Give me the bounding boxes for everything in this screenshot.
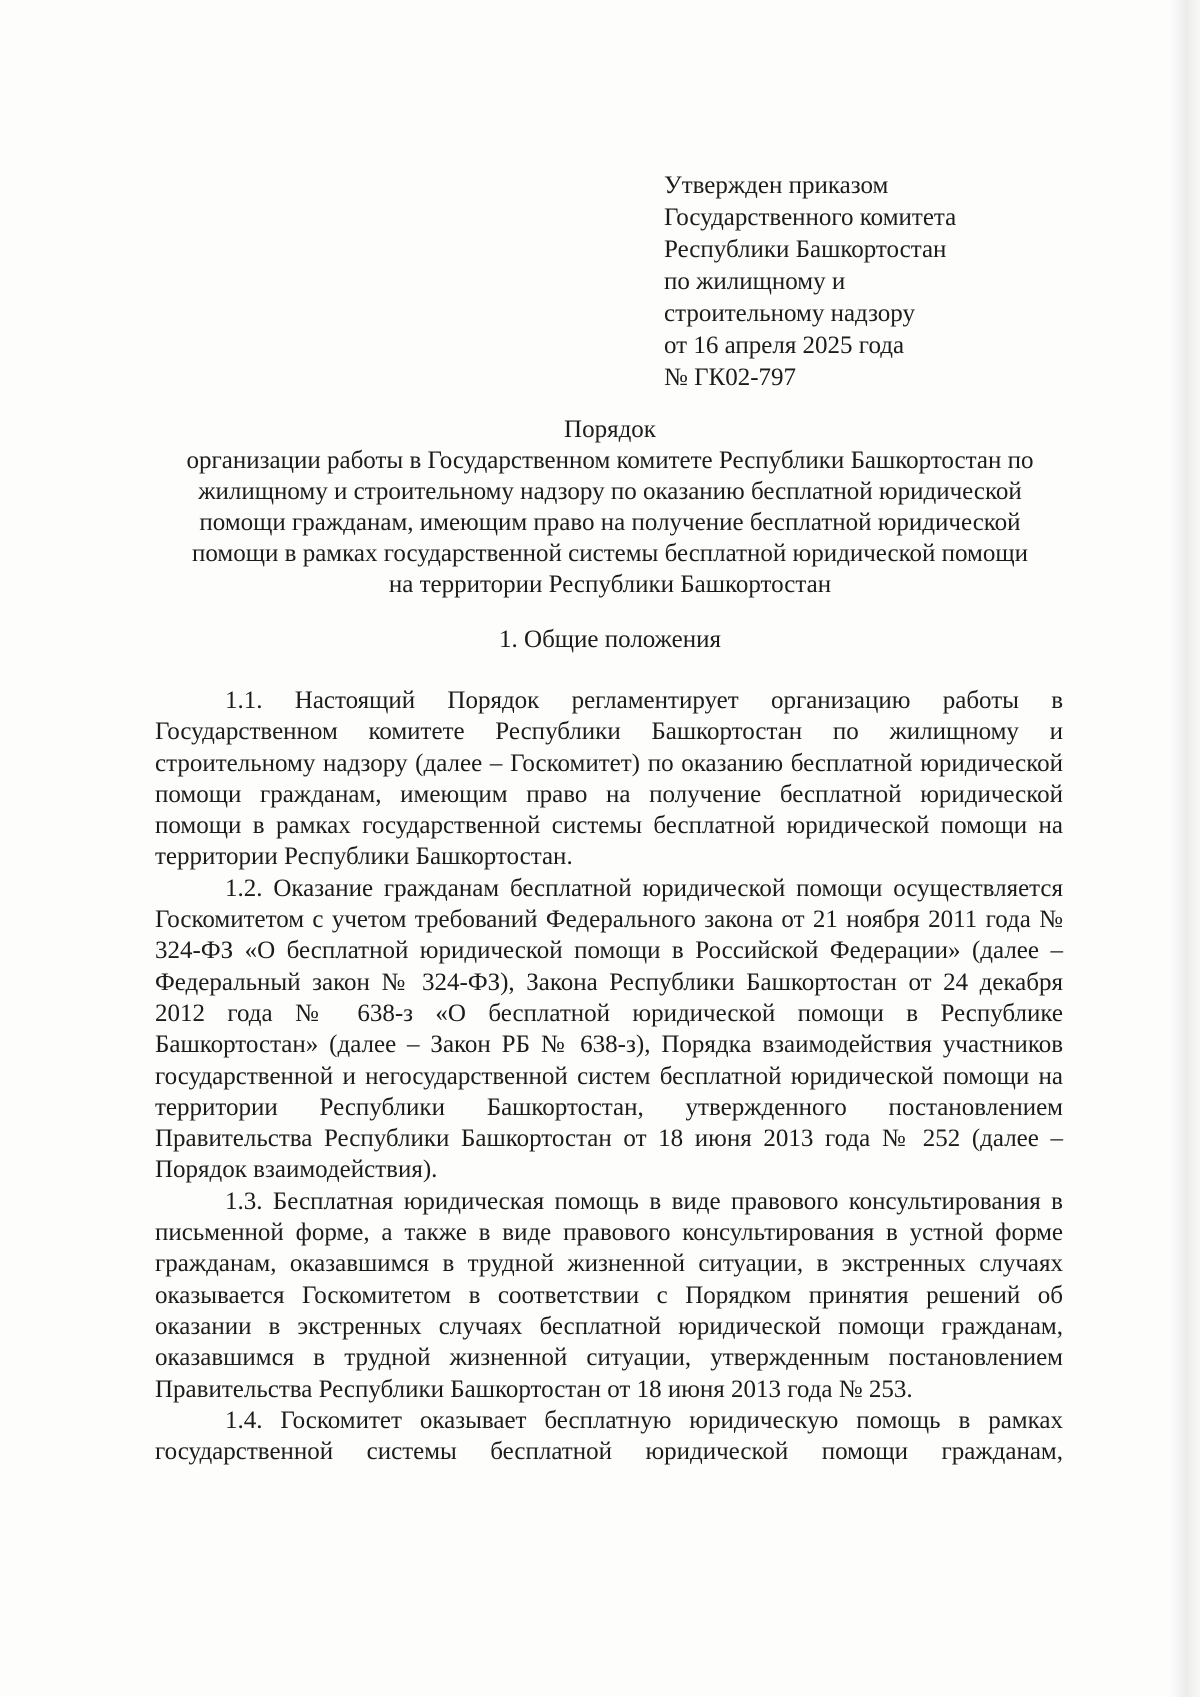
- approval-line: от 16 апреля 2025 года: [664, 332, 905, 359]
- document-body: [155, 685, 1063, 1467]
- title-line: организации работы в Государственном комитете Республики Башкортостан по: [186, 447, 1034, 474]
- approval-line: Утвержден приказом: [664, 172, 889, 199]
- approval-line: № ГК02-797: [664, 364, 797, 391]
- title-line: на территории Республики Башкортостан: [388, 571, 832, 598]
- approval-line: строительному надзору: [664, 300, 915, 327]
- approval-line: Государственного комитета: [664, 204, 957, 231]
- scan-edge-shadow: [1170, 0, 1200, 1697]
- title-line: помощи в рамках государственной системы бесплатной юридической помощи: [192, 540, 1028, 567]
- section-heading: 1. Общие положения: [499, 626, 721, 653]
- paragraph-1-2: 1.2. Оказание гражданам бесплатной юридической помощи осуществляется Госкомитетом с учетом требований Федерального закона от 21 ноября 2011 года № 324-ФЗ «О бесплатной юридической помощи в Российской Федерации» (далее – Федеральный закон № 324-ФЗ), Закона Республики Башкортостан от 24 декабря 2012 года № 638-з «О бесплатной юридической помощи в Республике Башкортостан» (далее – Закон РБ № 638-з), Порядка взаимодействия участников государственной и негосударственной систем бесплатной юридической помощи на территории Республики Башкортостан, утвержденного постановлением Правительства Республики Башкортостан от 18 июня 2013 года № 252 (далее – Порядок взаимодействия).: [155, 874, 1063, 1184]
- document-title: [150, 414, 1070, 600]
- approval-stamp-block: [664, 170, 1024, 394]
- paragraph-1-1: 1.1. Настоящий Порядок регламентирует организацию работы в Государственном комитете Республики Башкортостан по жилищному и строительному надзору (далее – Госкомитет) по оказанию бесплатной юридической помощи гражданам, имеющим право на получение бесплатной юридической помощи в рамках государственной системы бесплатной юридической помощи на территории Республики Башкортостан.: [155, 687, 1063, 871]
- paragraph-1-3: 1.3. Бесплатная юридическая помощь в виде правового консультирования в письменной форме, а также в виде правового консультирования в устной форме гражданам, оказавшимся в трудной жизненной ситуации, в экстренных случаях оказывается Госкомитетом в соответствии с Порядком принятия решений об оказании в экстренных случаях бесплатной юридической помощи гражданам, оказавшимся в трудной жизненной ситуации, утвержденным постановлением Правительства Республики Башкортостан от 18 июня 2013 года № 253.: [155, 1187, 1063, 1403]
- title-line: жилищному и строительному надзору по оказанию бесплатной юридической: [198, 478, 1022, 505]
- title-line: помощи гражданам, имеющим право на получение бесплатной юридической: [199, 509, 1021, 536]
- paragraph-1-4: 1.4. Госкомитет оказывает бесплатную юридическую помощь в рамках государственной системы бесплатной юридической помощи гражданам,: [155, 1406, 1063, 1466]
- title-line: Порядок: [564, 416, 656, 443]
- approval-line: Республики Башкортостан: [664, 236, 947, 263]
- approval-line: по жилищному и: [664, 268, 846, 295]
